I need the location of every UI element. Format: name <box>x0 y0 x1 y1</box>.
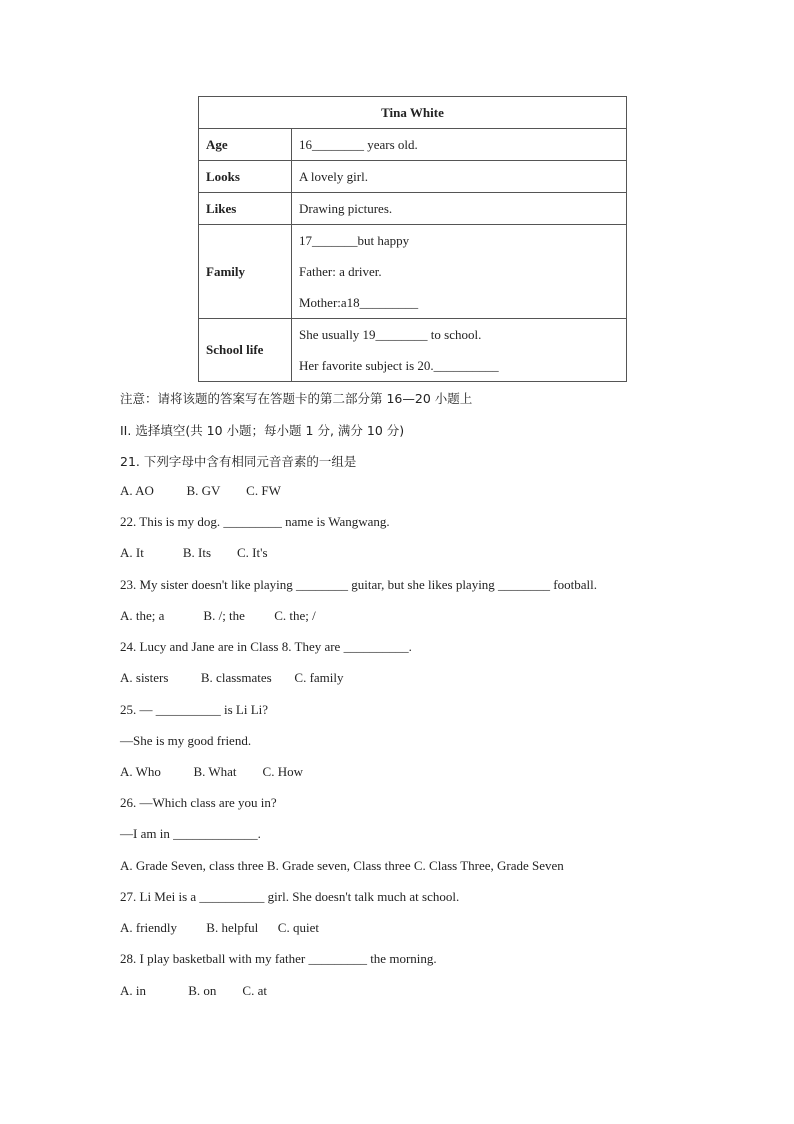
option-a: A. It <box>120 545 144 560</box>
option-a: A. in <box>120 983 146 998</box>
option-b: B. classmates <box>200 670 272 685</box>
row-value-age: 16________ years old. <box>292 129 627 161</box>
table-title: Tina White <box>199 97 627 129</box>
option-b: B. What <box>193 764 237 779</box>
option-a: A. the; a <box>120 608 165 623</box>
row-value-looks: A lovely girl. <box>292 161 627 193</box>
option-c: C. family <box>294 670 344 685</box>
option-b: B. helpful <box>206 920 259 935</box>
question-26-options <box>120 858 564 874</box>
question-28-stem: 28. I play basketball with my father _________ the morning. <box>120 951 437 966</box>
table-row <box>199 193 627 225</box>
option-c: C. quiet <box>277 920 319 935</box>
question-28-options <box>120 983 267 999</box>
row-value-school-life <box>292 319 627 382</box>
option-b: B. on <box>188 983 217 998</box>
table-row <box>199 319 627 382</box>
option-a: A. friendly <box>120 920 178 935</box>
option-c: C. It's <box>237 545 268 560</box>
school-line-19: She usually 19________ to school. <box>299 327 482 342</box>
family-line-father: Father: a driver. <box>299 264 382 279</box>
option-b: B. Grade seven, Class three <box>266 858 411 873</box>
option-c: C. at <box>242 983 267 998</box>
option-b: B. GV <box>186 483 221 498</box>
question-25-reply: —She is my good friend. <box>120 733 252 748</box>
row-label-likes: Likes <box>199 193 292 225</box>
table-row <box>199 161 627 193</box>
row-value-likes: Drawing pictures. <box>292 193 627 225</box>
option-b: B. Its <box>182 545 212 560</box>
question-26-stem: 26. —Which class are you in? <box>120 795 277 810</box>
question-25-stem: 25. — __________ is Li Li? <box>120 702 269 717</box>
question-21-options <box>120 483 281 499</box>
row-label-looks: Looks <box>199 161 292 193</box>
option-a: A. AO <box>120 483 154 498</box>
question-22-stem: 22. This is my dog. _________ name is Wangwang. <box>120 514 390 529</box>
table-row <box>199 225 627 319</box>
question-23-options <box>120 608 316 624</box>
row-value-family <box>292 225 627 319</box>
question-26-reply: —I am in _____________. <box>120 826 261 841</box>
option-b: B. /; the <box>203 608 245 623</box>
section-heading: II. 选择填空(共 10 小题；每小题 1 分, 满分 10 分) <box>120 423 405 438</box>
option-a: A. sisters <box>120 670 169 685</box>
family-line-17: 17_______but happy <box>299 233 410 248</box>
question-21-stem: 21. 下列字母中含有相同元音音素的一组是 <box>120 454 357 469</box>
option-a: A. Who <box>120 764 161 779</box>
school-line-20: Her favorite subject is 20.__________ <box>299 358 499 373</box>
option-c: C. FW <box>246 483 281 498</box>
question-24-stem: 24. Lucy and Jane are in Class 8. They are __________. <box>120 639 412 654</box>
question-24-options <box>120 670 344 686</box>
option-c: C. Class Three, Grade Seven <box>413 858 564 873</box>
question-25-options <box>120 764 303 780</box>
question-27-stem: 27. Li Mei is a __________ girl. She doesn't talk much at school. <box>120 889 460 904</box>
question-22-options <box>120 545 268 561</box>
table-row <box>199 129 627 161</box>
question-27-options <box>120 920 319 936</box>
question-23-stem: 23. My sister doesn't like playing ________ guitar, but she likes playing ________ football. <box>120 577 597 592</box>
family-line-mother: Mother:a18_________ <box>299 295 419 310</box>
answer-note: 注意：请将该题的答案写在答题卡的第二部分第 16—20 小题上 <box>120 391 473 406</box>
row-label-family: Family <box>199 225 292 319</box>
tina-white-info-table <box>198 96 627 382</box>
option-c: C. How <box>262 764 303 779</box>
option-c: C. the; / <box>274 608 316 623</box>
row-label-age: Age <box>199 129 292 161</box>
row-label-school-life: School life <box>199 319 292 382</box>
option-a: A. Grade Seven, class three <box>120 858 264 873</box>
